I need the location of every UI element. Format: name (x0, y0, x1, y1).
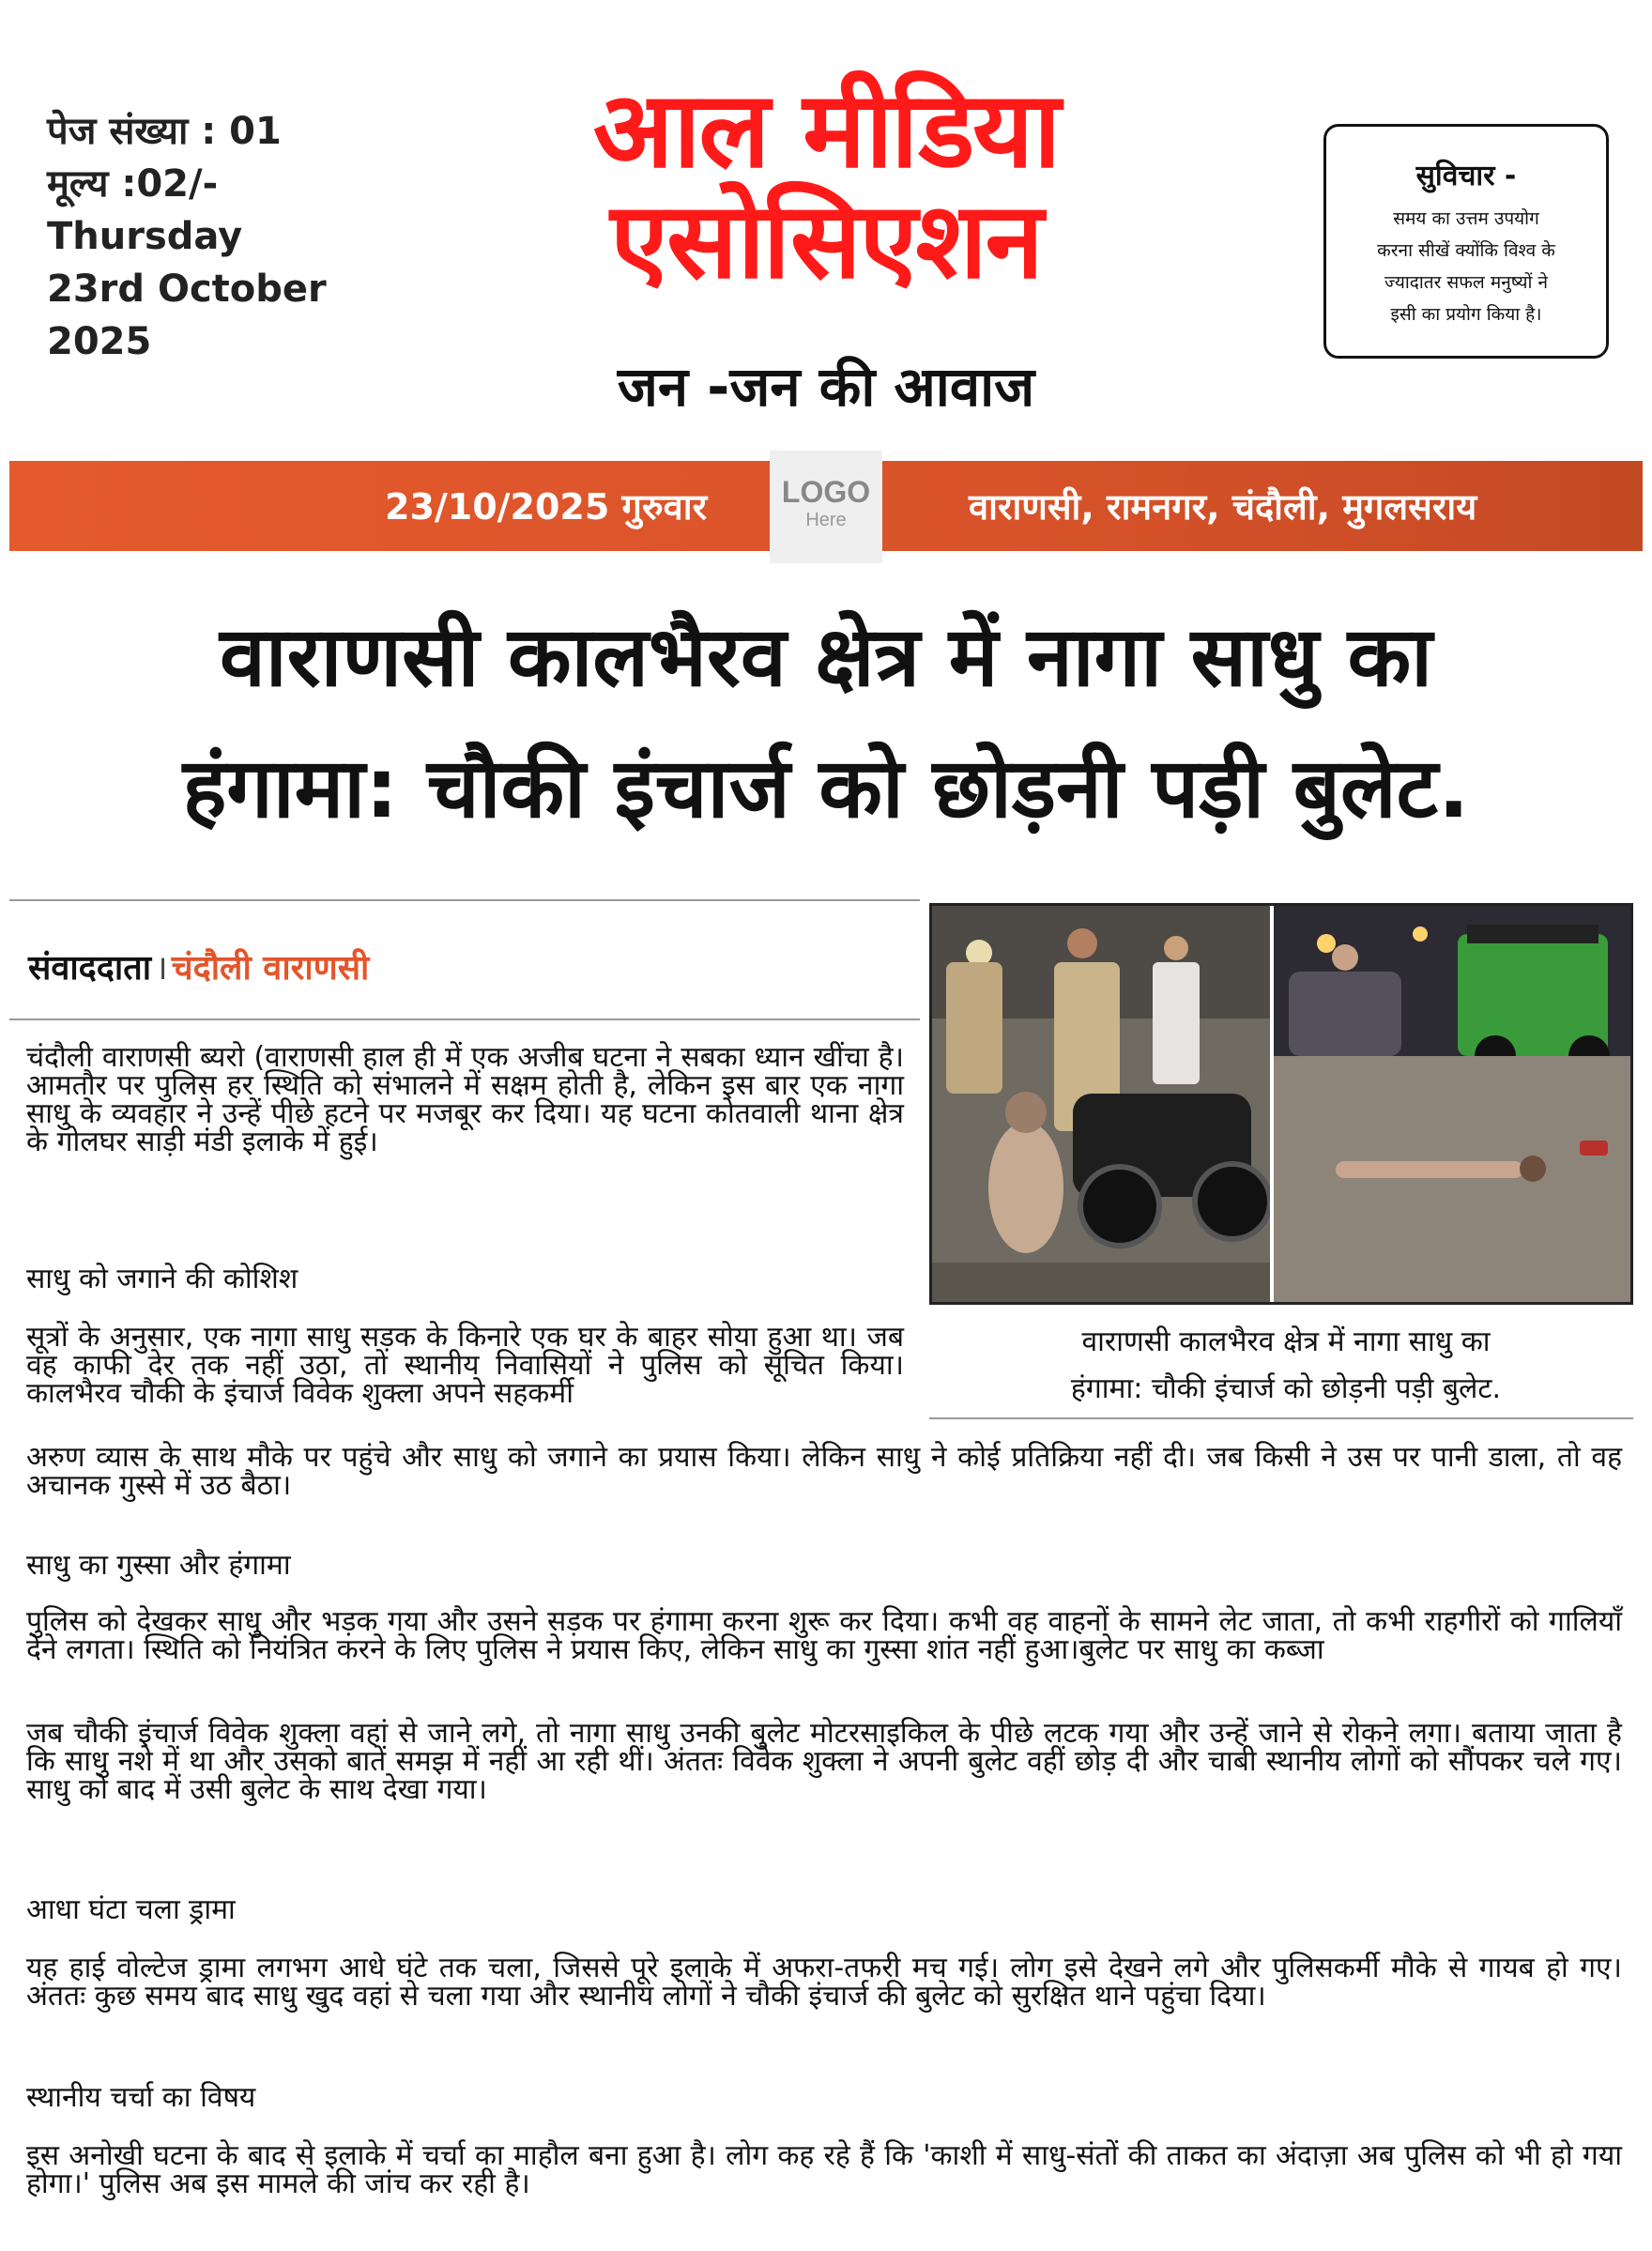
article-column-full (26, 1441, 1622, 1502)
article-column-top (26, 1041, 904, 1158)
band-date: 23/10/2025 गुरुवार (385, 486, 708, 528)
byline (28, 943, 369, 989)
quote-line: समय का उत्तम उपयोग (1393, 208, 1539, 229)
divider (929, 1417, 1633, 1419)
quote-title: सुविचार - (1415, 160, 1517, 192)
article-column-full (26, 1954, 1622, 2011)
tagline: जन -जन की आवाज (617, 355, 1035, 419)
article-paragraph: जब चौकी इंचार्ज विवेक शुक्ला वहां से जाने लगे, तो नागा साधु उनकी बुलेट मोटरसाइकिल के पीछे लटक गया और उन्हें जाने से रोकने लगा। बताया जाता है कि साधु नशे में था और उसको बातें समझ में नहीं आ रही थीं। अंततः विवेक शुक्ला ने अपनी बुलेट वहीं छोड़ दी और चाबी स्थानीय लोगों को सौंपकर चले गए। साधु को बाद में उसी बुलेट के साथ देखा गया। (26, 1717, 1622, 1806)
article-column-full (26, 1717, 1622, 1806)
byline-separator: । (155, 949, 168, 988)
headline (38, 591, 1614, 854)
quote-line: ज्यादातर सफल मनुष्यों ने (1384, 272, 1549, 293)
article-paragraph: सूत्रों के अनुसार, एक नागा साधु सड़क के किनारे एक घर के बाहर सोया हुआ था। जब वह काफी देर तक नहीं उठा, तो स्थानीय निवासियों ने पुलिस को सूचित किया। कालभैरव चौकी के इंचार्ज विवेक शुक्ला अपने सहकर्मी (26, 1321, 904, 1410)
price: मूल्य :02/- (47, 162, 219, 206)
caption-line-2: हंगामा: चौकी इंचार्ज को छोड़नी पड़ी बुलेट. (1070, 1372, 1502, 1405)
divider (9, 899, 920, 901)
article-paragraph: पुलिस को देखकर साधु और भड़क गया और उसने सड़क पर हंगामा करना शुरू कर दिया। कभी वह वाहनों के सामने लेट जाता, तो कभी राहगीरों को गालियाँ देने लगता। स्थिति को नियंत्रित करने के लिए पुलिस ने प्रयास किए, लेकिन साधु का गुस्सा शांत नहीं हुआ।बुलेट पर साधु का कब्जा (26, 1605, 1622, 1666)
news-photo (929, 903, 1633, 1305)
photo-caption (939, 1319, 1633, 1413)
logo-text: LOGO (781, 475, 871, 509)
article-paragraph: इस अनोखी घटना के बाद से इलाके में चर्चा का माहौल बना हुआ है। लोग कह रहे हैं कि 'काशी में साधु-संतों की ताकत का अंदाज़ा अब पुलिस को भी हो गया होगा।' पुलिस अब इस मामले की जांच कर रही है। (26, 2139, 1622, 2200)
article-column-top (26, 1321, 904, 1410)
article-paragraph: चंदौली वाराणसी ब्यरो (वाराणसी हाल ही में एक अजीब घटना ने सबका ध्यान खींचा है। आमतौर पर पुलिस हर स्थिति को संभालने में सक्षम होती है, लेकिन इस बार एक नागा साधु के व्यवहार ने उन्हें पीछे हटने पर मजबूर कर दिया। यह घटना कोतवाली थाना क्षेत्र के गोलघर साड़ी मंडी इलाके में हुई। (26, 1041, 904, 1158)
masthead (488, 69, 1164, 302)
subheading: स्थानीय चर्चा का विषय (26, 2081, 256, 2114)
issue-meta (47, 105, 327, 368)
quote-text (1338, 203, 1595, 330)
photo-illustration (932, 906, 1630, 1302)
subheading: आधा घंटा चला ड्रामा (26, 1893, 236, 1926)
band-places: वाराणसी, रामनगर, चंदौली, मुगलसराय (969, 486, 1477, 528)
subheading: साधु को जगाने की कोशिश (26, 1263, 298, 1295)
date-line: 23rd October (47, 268, 327, 311)
quote-line: करना सीखें क्योंकि विश्व के (1377, 240, 1555, 261)
headline-line-2: हंगामा: चौकी इंचार्ज को छोड़नी पड़ी बुलेट. (182, 740, 1470, 836)
byline-place: चंदौली वाराणसी (171, 949, 370, 988)
article-column-full (26, 2139, 1622, 2200)
brand-line-2: एसोसिएशन (610, 180, 1042, 302)
headline-line-1: वाराणसी कालभैरव क्षेत्र में नागा साधु का (219, 608, 1433, 705)
quote-box (1323, 124, 1609, 359)
byline-label: संवाददाता (28, 949, 152, 988)
logo-subtext: Here (805, 510, 847, 530)
subheading: साधु का गुस्सा और हंगामा (26, 1549, 291, 1582)
article-column-full (26, 1605, 1622, 1666)
article-paragraph: अरुण व्यास के साथ मौके पर पहुंचे और साधु को जगाने का प्रयास किया। लेकिन साधु ने कोई प्रतिक्रिया नहीं दी। जब किसी ने उस पर पानी डाला, तो वह अचानक गुस्से में उठ बैठा। (26, 1441, 1622, 1502)
quote-line: इसी का प्रयोग किया है। (1390, 304, 1542, 325)
divider (9, 1018, 920, 1020)
weekday: Thursday (47, 215, 243, 258)
article-paragraph: यह हाई वोल्टेज ड्रामा लगभग आधे घंटे तक चला, जिससे पूरे इलाके में अफरा-तफरी मच गई। लोग इसे देखने लगे और पुलिसकर्मी मौके से गायब हो गए। अंततः कुछ समय बाद साधु खुद वहां से चला गया और स्थानीय लोगों ने चौकी इंचार्ज की बुलेट को सुरक्षित थाने पहुंचा दिया। (26, 1952, 1622, 2013)
logo-placeholder (770, 451, 882, 563)
year: 2025 (47, 320, 152, 363)
page-number: पेज संख्या : 01 (47, 110, 282, 153)
brand-line-1: आल मीडिया (592, 69, 1060, 191)
caption-line-1: वाराणसी कालभैरव क्षेत्र में नागा साधु का (1081, 1325, 1491, 1358)
